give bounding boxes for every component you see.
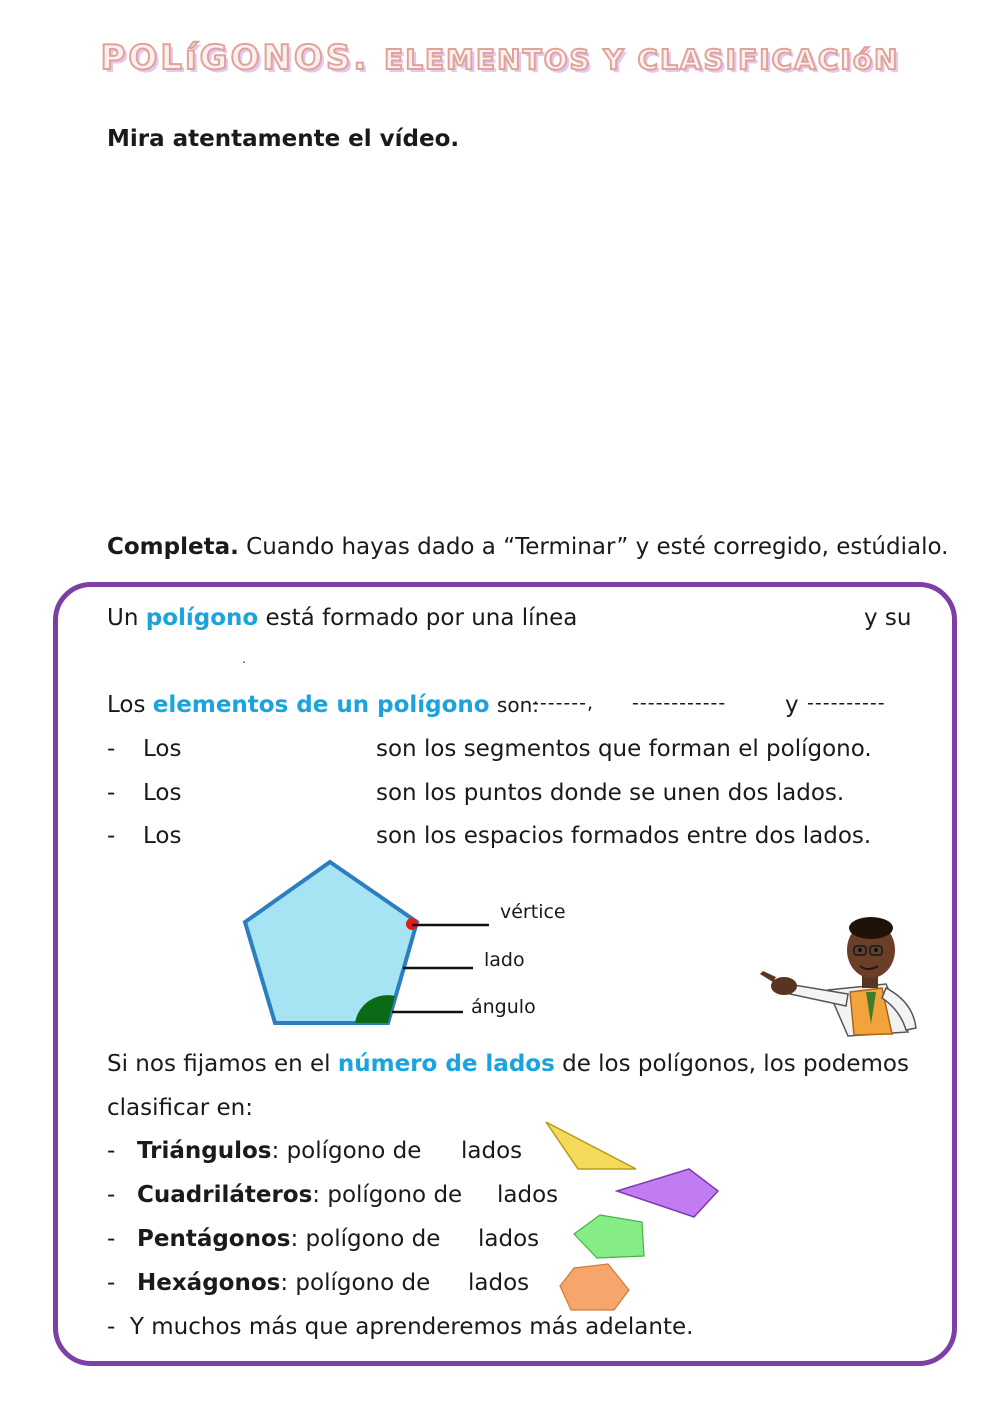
definition-end: y su (864, 605, 912, 631)
more-text: Y muchos más que aprenderemos más adelante. (129, 1314, 694, 1340)
type-desc: polígono de (295, 1270, 431, 1296)
element-row-dash: - (107, 823, 116, 849)
definition-term: polígono (145, 605, 259, 631)
classification-post: de los polígonos, los podemos (562, 1051, 909, 1077)
element-row-los: Los (143, 736, 182, 762)
type-unit: lados (478, 1226, 540, 1252)
type-desc: polígono de (305, 1226, 441, 1252)
blank-element-2[interactable]: ------------ (632, 692, 727, 714)
element-row-los: Los (143, 823, 182, 849)
type-desc: polígono de (286, 1138, 422, 1164)
element-row-text: son los puntos donde se unen dos lados. (376, 780, 845, 806)
type-name: Pentágonos (137, 1226, 291, 1252)
elements-pre: Los (107, 692, 146, 718)
type-item-quadrilaterals: Cuadriláteros: polígono de (137, 1182, 463, 1208)
elements-term: elementos de un polígono (152, 692, 490, 718)
elements-mid: son: (496, 693, 539, 717)
pentagon-small-shape (574, 1215, 644, 1258)
classification-pre: Si nos fijamos en el (107, 1051, 331, 1077)
type-unit: lados (497, 1182, 559, 1208)
type-unit: lados (468, 1270, 530, 1296)
more-line: - Y muchos más que aprenderemos más adelante. (107, 1314, 694, 1340)
blank-element-1[interactable]: -------, (532, 692, 595, 714)
element-row-dash: - (107, 780, 116, 806)
type-item-hexagons: Hexágonos: polígono de (137, 1270, 431, 1296)
element-row-los: Los (143, 780, 182, 806)
blank-element-3[interactable]: ---------- (807, 692, 886, 714)
type-name: Hexágonos (137, 1270, 281, 1296)
types-dash: - (107, 1226, 116, 1252)
classification-line2: clasificar en: (107, 1095, 253, 1121)
quadrilateral-shape (617, 1169, 718, 1217)
angle-label: ángulo (471, 996, 536, 1018)
types-dash: - (107, 1270, 116, 1296)
elements-y: y (785, 692, 799, 718)
type-item-pentagons: Pentágonos: polígono de (137, 1226, 441, 1252)
type-item-triangles: Triángulos: polígono de (137, 1138, 422, 1164)
instruction-complete-rest: Cuando hayas dado a “Terminar” y esté corregido, estúdialo. (246, 534, 949, 560)
title-sub: ELEMENTOS Y CLASIFICACIóN (384, 43, 900, 76)
definition-dot: . (242, 652, 246, 666)
vertex-label: vértice (500, 901, 566, 923)
instruction-complete-bold: Completa. (107, 534, 239, 560)
type-unit: lados (461, 1138, 523, 1164)
element-row-dash: - (107, 736, 116, 762)
types-dash: - (107, 1138, 116, 1164)
instruction-video: Mira atentamente el vídeo. (107, 126, 460, 152)
side-label: lado (484, 949, 525, 971)
definition-pre: Un (107, 605, 139, 631)
element-row-text: son los segmentos que forman el polígono. (376, 736, 872, 762)
element-row-text: son los espacios formados entre dos lados. (376, 823, 872, 849)
type-name: Cuadriláteros (137, 1182, 313, 1208)
types-dash: - (107, 1182, 116, 1208)
classification-term: número de lados (337, 1051, 555, 1077)
triangle-shape (546, 1122, 636, 1169)
type-name: Triángulos (137, 1138, 272, 1164)
type-desc: polígono de (327, 1182, 463, 1208)
definition-mid: está formado por una línea (265, 605, 578, 631)
hexagon-shape (560, 1264, 629, 1310)
title-main: POLíGONOS. (100, 38, 370, 78)
